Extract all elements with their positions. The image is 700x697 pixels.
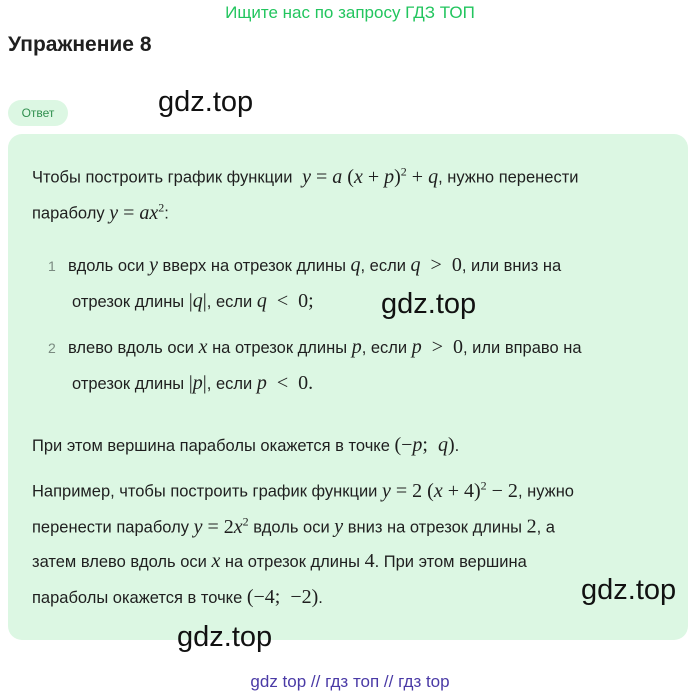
watermark: gdz.top (381, 288, 477, 320)
example-line-1: Например, чтобы построить график функции y = 2 $(x + 4)^2 - 2$, нужно (32, 478, 574, 502)
answer-box (8, 134, 688, 640)
top-banner[interactable]: Ищите нас по запросу ГДЗ ТОП (225, 3, 475, 22)
watermark: gdz.top (177, 621, 273, 653)
intro-text: Чтобы построить график функции (32, 168, 293, 187)
answer-badge: Ответ (8, 100, 68, 126)
list-number-1: 1 (48, 258, 56, 274)
watermark: gdz.top (158, 86, 254, 118)
watermark: gdz.top (581, 574, 677, 606)
footer-links[interactable]: gdz top // гдз топ // гдз top (250, 672, 450, 691)
list-item-1-line-2: отрезок длины |q|, если q < 0; (72, 290, 314, 312)
vertex-text: При этом вершина параболы окажется в точке (−p; q). (32, 434, 460, 456)
list-item-2-line-1: влево вдоль оси x на отрезок длины p, если p > 0, или вправо на (68, 336, 582, 358)
list-number-2: 2 (48, 340, 56, 356)
intro-line-2 (32, 200, 169, 225)
page-title: Упражнение 8 (8, 33, 152, 56)
list-item-2-line-2: отрезок длины |p|, если p < 0. (72, 372, 314, 394)
intro-formula: y = a $(x + p)^2 + q$ (297, 164, 439, 188)
intro-line2-colon: : (164, 204, 169, 223)
intro-line-1 (32, 164, 578, 189)
example-line-4: параболы окажется в точке (−4; −2). (32, 586, 323, 608)
intro-line2-text: параболу (32, 204, 105, 223)
example-line-2: перенести параболу $y = 2x^2$ вдоль оси y вниз на отрезок длины 2, а (32, 514, 555, 538)
intro-text-after: , нужно перенести (438, 168, 579, 187)
intro-line2-formula: $y = ax^2$ (109, 200, 165, 224)
list-item-1-line-1: вдоль оси y вверх на отрезок длины q, если q > 0, или вниз на (68, 254, 562, 276)
example-line-3: затем влево вдоль оси x на отрезок длины 4. При этом вершина (32, 550, 527, 572)
